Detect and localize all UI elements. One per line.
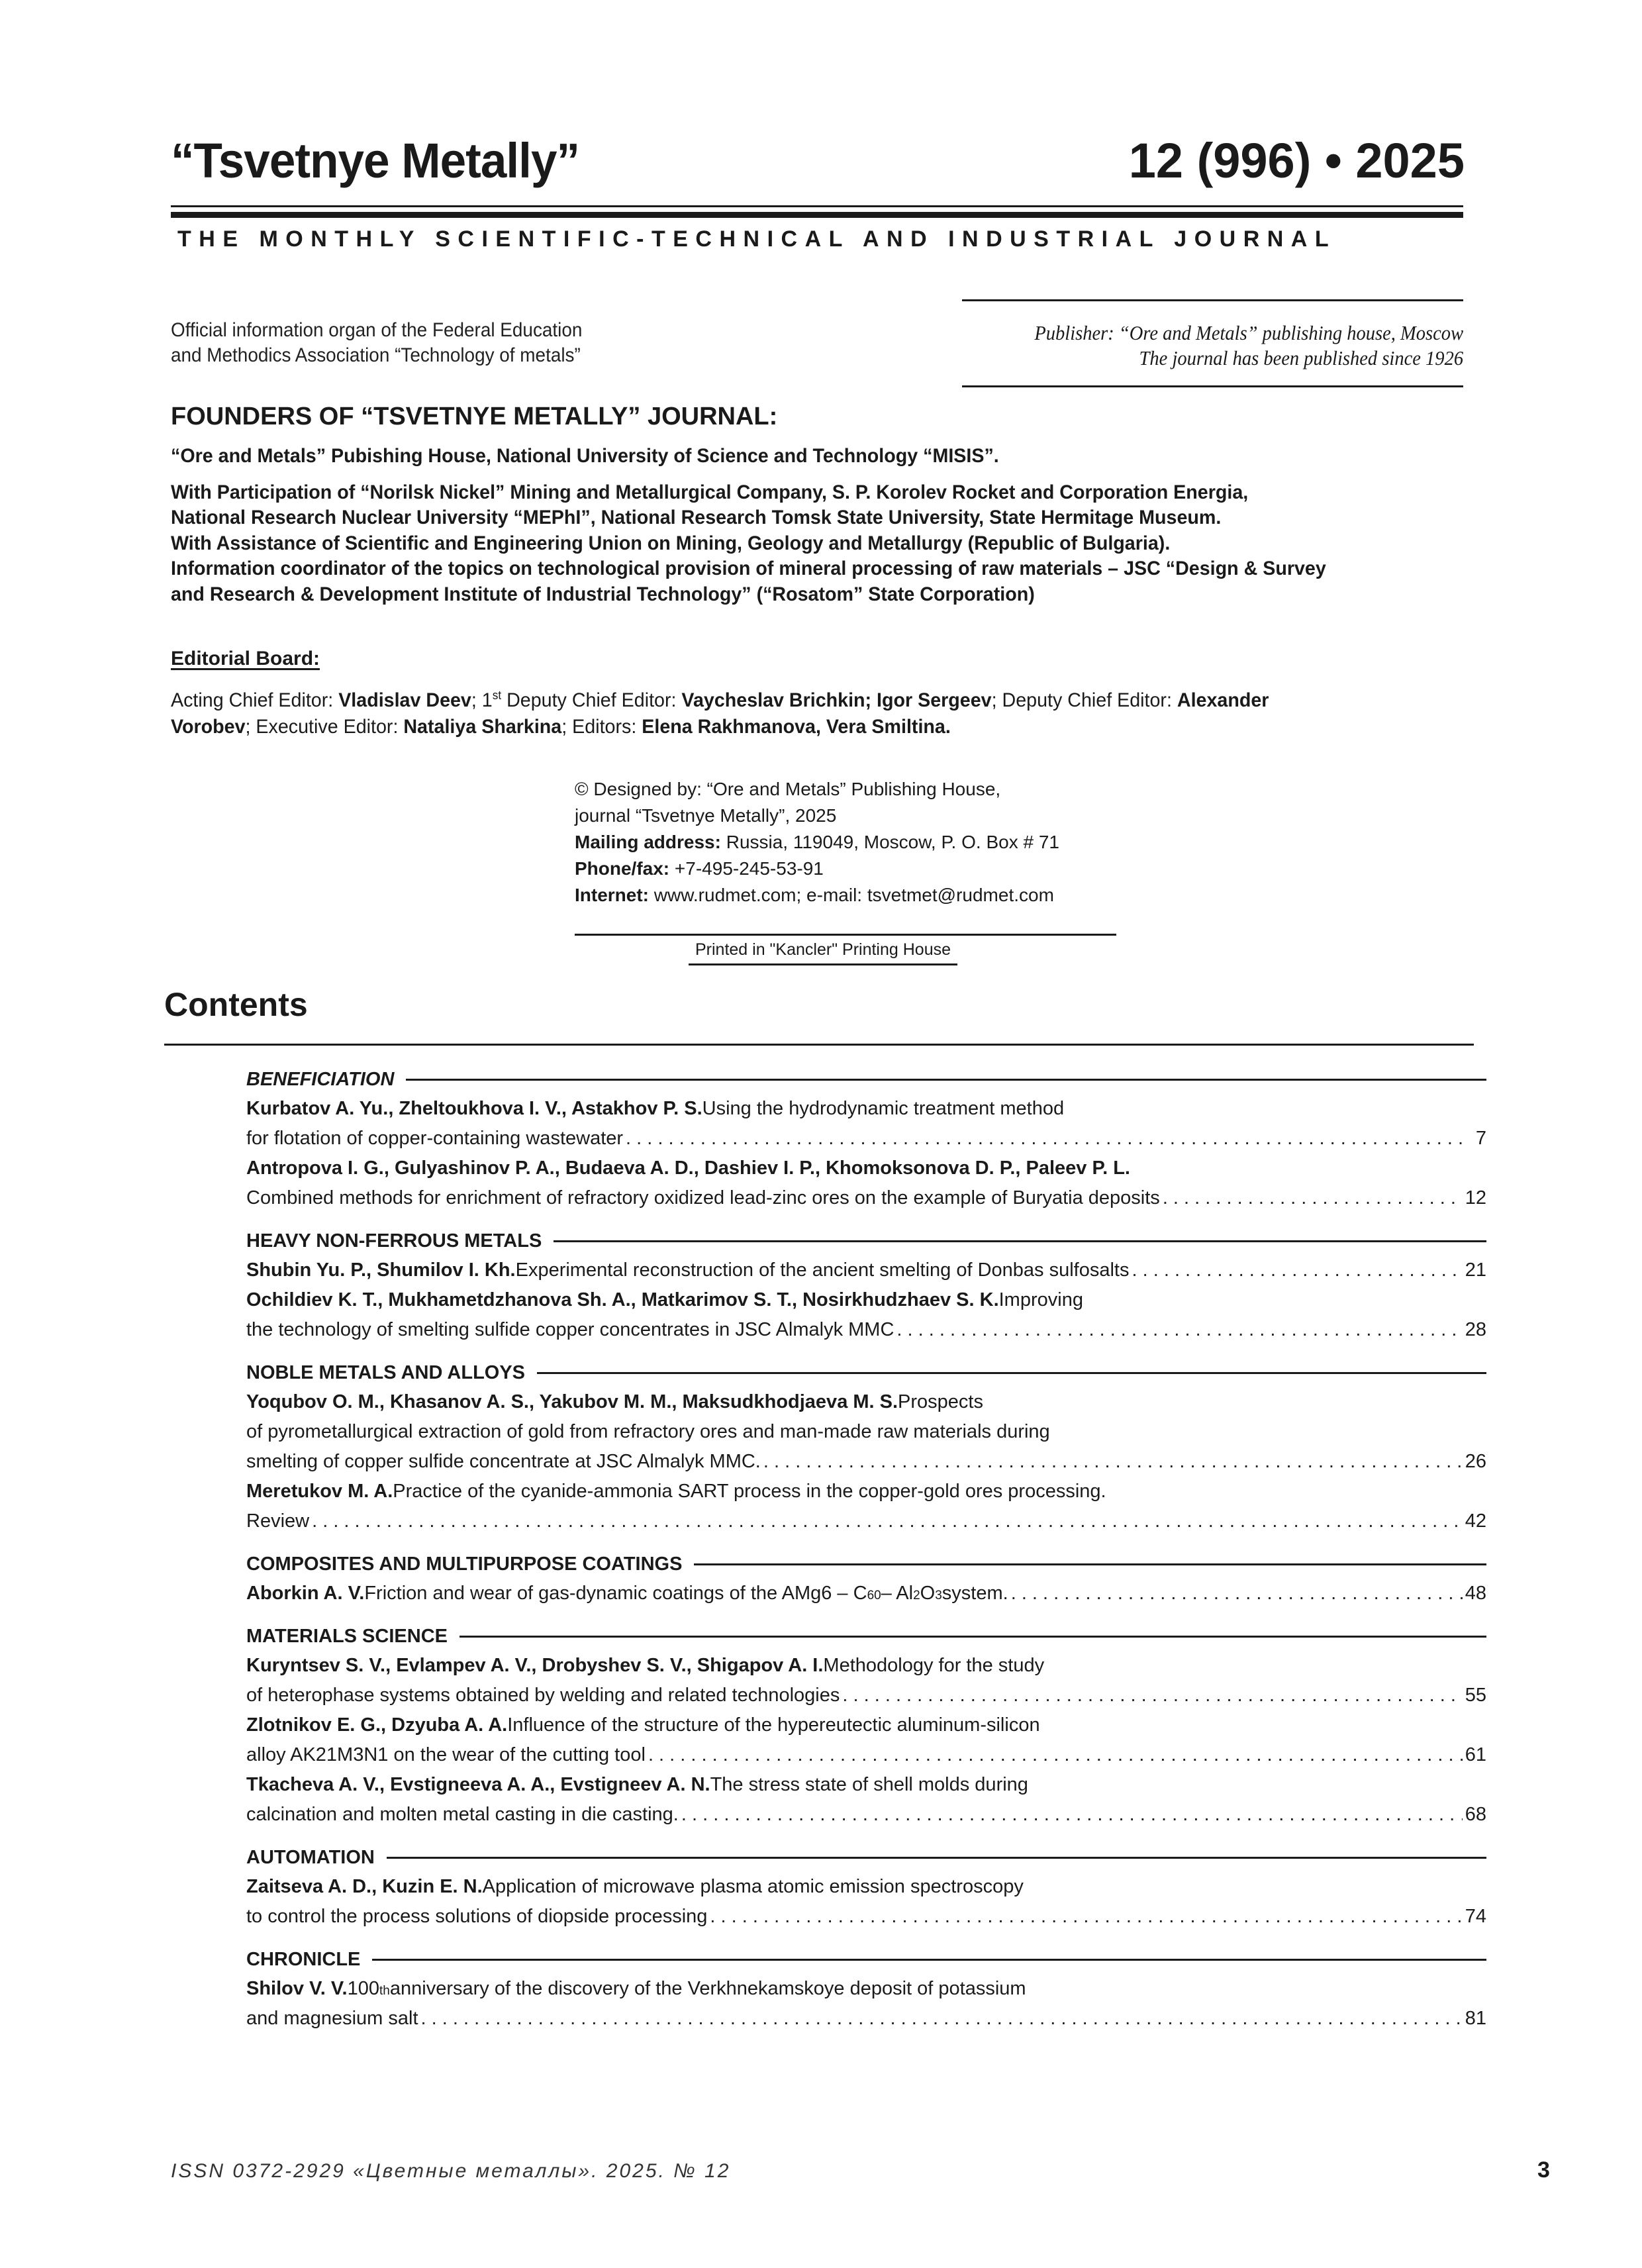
dot-leader [763, 1447, 1463, 1477]
article-title: Improving [998, 1289, 1083, 1310]
toc-section-title: HEAVY NON-FERROUS METALS [246, 1230, 542, 1252]
editor-name: Alexander [1177, 689, 1269, 711]
article-authors: Shilov V. V. [246, 1978, 348, 1999]
toc-section-header [246, 1622, 1486, 1651]
internet-label: Internet: [575, 885, 649, 905]
toc-entry-line [246, 1285, 1486, 1315]
editor-role: Executive Editor: [256, 716, 404, 738]
section-rule [537, 1372, 1486, 1374]
toc-entry-line [246, 1417, 1486, 1447]
article-title: and magnesium salt [246, 2008, 418, 2029]
dot-leader [312, 1506, 1463, 1536]
article-authors: Kurbatov A. Yu., Zheltoukhova I. V., Astakhov P. S. [246, 1098, 702, 1119]
toc-entry-line [246, 1651, 1486, 1681]
official-info-line: and Methodics Association “Technology of metals” [171, 344, 581, 366]
section-rule [372, 1959, 1486, 1961]
toc-entry-line[interactable] [246, 1124, 1486, 1154]
separator: ; [245, 716, 256, 738]
section-rule [459, 1636, 1486, 1638]
toc-section-chronicle [246, 1945, 1486, 2034]
article-title: anniversary of the discovery of the Verkhnekamskoye deposit of potassium [389, 1978, 1026, 1999]
article-title: system. [942, 1583, 1008, 1604]
contents-heading: Contents [164, 986, 308, 1023]
article-title: the technology of smelting sulfide copper concentrates in JSC Almalyk MMC [246, 1319, 894, 1340]
article-page: 68 [1465, 1804, 1486, 1825]
toc-section-heavy-non-ferrous-metals [246, 1226, 1486, 1345]
dot-leader [421, 2004, 1463, 2034]
editorial-line [171, 714, 1442, 740]
article-page: 55 [1465, 1685, 1486, 1706]
mailing-address [575, 829, 1059, 856]
toc-entry-line [246, 1872, 1486, 1902]
founders-line: With Assistance of Scientific and Engineering Union on Mining, Geology and Metallurgy (Republic of Bulgaria). [171, 532, 1171, 554]
article-page: 21 [1465, 1259, 1486, 1281]
article-authors: Aborkin A. V. [246, 1583, 365, 1604]
toc-section-title: BENEFICIATION [246, 1068, 395, 1090]
toc-entry-line [246, 1094, 1486, 1124]
article-title: to control the process solutions of diopside processing [246, 1906, 708, 1927]
article-title: of pyrometallurgical extraction of gold from refractory ores and man-made raw materials during [246, 1421, 1050, 1442]
founders-line: “Ore and Metals” Pubishing House, National University of Science and Technology “MISIS”. [171, 445, 999, 467]
editor-role: Deputy Chief Editor: [501, 689, 682, 711]
contents-rule [164, 1044, 1474, 1046]
article-page: 48 [1465, 1583, 1486, 1604]
toc-entry-line[interactable] [246, 1256, 1486, 1285]
founders-line: and Research & Development Institute of Industrial Technology” (“Rosatom” State Corporation) [171, 583, 1035, 605]
article-page: 7 [1475, 1128, 1486, 1149]
publisher-rule-bottom [962, 385, 1463, 387]
article-title: Friction and wear of gas-dynamic coatings of the AMg6 – C [364, 1583, 867, 1604]
toc-section-header [246, 1358, 1486, 1387]
dot-leader [842, 1681, 1462, 1710]
editor-role: Editors: [572, 716, 642, 738]
editor-name: Vaycheslav Brichkin; Igor Sergeev [681, 689, 992, 711]
article-title: Experimental reconstruction of the ancient smelting of Donbas sulfosalts [515, 1259, 1130, 1281]
toc-section-composites-and-multipurpose-coatings [246, 1550, 1486, 1608]
toc-entry-line[interactable] [246, 1183, 1486, 1213]
imprint-block [575, 776, 1059, 909]
article-title: alloy AK21M3N1 on the wear of the cutting tool [246, 1744, 646, 1765]
article-title: Combined methods for enrichment of refractory oxidized lead-zinc ores on the example of Buryatia deposits [246, 1187, 1160, 1208]
article-authors: Ochildiev K. T., Mukhametdzhanova Sh. A., Matkarimov S. T., Nosirkhudzhaev S. K. [246, 1289, 999, 1310]
toc-section-header [246, 1065, 1486, 1094]
toc-entry-line [246, 1770, 1486, 1800]
founders-heading: FOUNDERS OF “TSVETNYE METALLY” JOURNAL: [171, 403, 778, 430]
article-title: Prospects [898, 1391, 983, 1412]
article-title: O [920, 1583, 936, 1604]
article-authors: Zaitseva A. D., Kuzin E. N. [246, 1876, 483, 1897]
mailing-address-value: Russia, 119049, Moscow, P. O. Box # 71 [720, 832, 1059, 852]
designed-by-line: © Designed by: “Ore and Metals” Publishing House, [575, 779, 1001, 799]
founders-body [171, 444, 1508, 607]
article-page: 81 [1465, 2008, 1486, 2029]
article-authors: Tkacheva A. V., Evstigneeva A. A., Evstigneev A. N. [246, 1774, 710, 1795]
official-info [171, 318, 582, 368]
dot-leader [1163, 1183, 1463, 1213]
dot-leader [648, 1740, 1463, 1770]
ordinal-suffix: st [492, 689, 502, 702]
article-authors: Meretukov M. A. [246, 1481, 393, 1502]
official-info-line: Official information organ of the Federal Education [171, 319, 583, 341]
table-of-contents [246, 1065, 1486, 2047]
designed-by-line: journal “Tsvetnye Metally”, 2025 [575, 805, 837, 826]
section-rule [387, 1857, 1486, 1859]
toc-entry-line[interactable] [246, 1447, 1486, 1477]
article-title: of heterophase systems obtained by welding and related technologies [246, 1685, 840, 1706]
toc-entry-line[interactable] [246, 1681, 1486, 1710]
publisher-line: Publisher: “Ore and Metals” publishing house, Moscow [1034, 321, 1463, 344]
article-title: calcination and molten metal casting in die casting. [246, 1804, 679, 1825]
internet [575, 882, 1059, 909]
separator: ; [991, 689, 1002, 711]
phone-fax-label: Phone/fax: [575, 858, 670, 879]
dot-leader [710, 1902, 1462, 1932]
toc-section-header [246, 1945, 1486, 1974]
toc-entry-line [246, 1387, 1486, 1417]
article-page: 26 [1465, 1451, 1486, 1472]
header-rule-thick [171, 212, 1463, 218]
toc-entry-line [246, 1477, 1486, 1506]
article-title: Application of microwave plasma atomic emission spectroscopy [482, 1876, 1024, 1897]
article-title: Using the hydrodynamic treatment method [702, 1098, 1065, 1119]
toc-section-beneficiation [246, 1065, 1486, 1213]
article-title: Practice of the cyanide-ammonia SART process in the copper-gold ores processing. [393, 1481, 1106, 1502]
editorial-board-body [171, 682, 1502, 740]
printed-in: Printed in "Kancler" Printing House [689, 940, 957, 965]
editor-role: Acting Chief Editor: [171, 689, 339, 711]
founders-line: Information coordinator of the topics on technological provision of mineral processing of raw materials – JSC “Design & Survey [171, 558, 1326, 579]
article-title: Review [246, 1510, 310, 1532]
article-page: 42 [1465, 1510, 1486, 1532]
mailing-address-label: Mailing address: [575, 832, 721, 852]
toc-section-title: COMPOSITES AND MULTIPURPOSE COATINGS [246, 1553, 683, 1575]
issue-number: 12 (996) • 2025 [1128, 133, 1465, 188]
editor-name: Nataliya Sharkina [403, 716, 562, 738]
toc-entry-line: Shilov V. V. 100 th anniversary of the discovery of the Verkhnekamskoye deposit of potassium [246, 1974, 1486, 2004]
toc-entry-line[interactable] [246, 1740, 1486, 1770]
dot-leader [681, 1800, 1463, 1830]
toc-section-automation [246, 1843, 1486, 1932]
toc-entry-line[interactable] [246, 1902, 1486, 1932]
article-page: 61 [1465, 1744, 1486, 1765]
section-rule [406, 1079, 1486, 1081]
article-page: 74 [1465, 1906, 1486, 1927]
header-rule-thin [171, 205, 1463, 207]
dot-leader [896, 1315, 1462, 1345]
article-title: Methodology for the study [823, 1655, 1045, 1676]
article-authors: Antropova I. G., Gulyashinov P. A., Budaeva A. D., Dashiev I. P., Khomoksonova D. P., Paleev P. L. [246, 1158, 1130, 1179]
section-rule [694, 1563, 1486, 1565]
imprint-rule [575, 934, 1116, 936]
section-rule [554, 1240, 1486, 1242]
publisher-line: The journal has been published since 1926 [1139, 346, 1463, 370]
footer-issn: ISSN 0372-2929 «Цветные металлы». 2025. № 12 [171, 2160, 731, 2182]
separator: ; 1 [471, 689, 493, 711]
article-title: for flotation of copper-containing wastewater [246, 1128, 624, 1149]
phone-fax-value: +7-495-245-53-91 [669, 858, 824, 879]
editorial-line [171, 682, 1442, 714]
toc-section-header [246, 1843, 1486, 1872]
article-page: 12 [1465, 1187, 1486, 1208]
dot-leader [1132, 1256, 1462, 1285]
internet-value: www.rudmet.com; e-mail: tsvetmet@rudmet.com [649, 885, 1054, 905]
article-authors: Yoqubov O. M., Khasanov A. S., Yakubov M. M., Maksudkhodjaeva M. S. [246, 1391, 898, 1412]
toc-section-materials-science [246, 1622, 1486, 1830]
toc-entry-line[interactable] [246, 2004, 1486, 2034]
separator: ; [561, 716, 573, 738]
dot-leader [626, 1124, 1464, 1154]
article-title: smelting of copper sulfide concentrate at JSC Almalyk MMC. [246, 1451, 761, 1472]
article-title: Influence of the structure of the hypereutectic aluminum-silicon [507, 1714, 1040, 1736]
toc-entry-line[interactable] [246, 1506, 1486, 1536]
toc-entry-line[interactable] [246, 1800, 1486, 1830]
editor-name: Elena Rakhmanova, Vera Smiltina. [642, 716, 951, 738]
article-authors: Zlotnikov E. G., Dzyuba A. A. [246, 1714, 508, 1736]
phone-fax [575, 856, 1059, 882]
article-title: The stress state of shell molds during [710, 1774, 1028, 1795]
toc-section-header [246, 1226, 1486, 1256]
toc-section-header [246, 1550, 1486, 1579]
dot-leader [1011, 1579, 1463, 1608]
journal-title: “Tsvetnye Metally” [171, 133, 580, 188]
toc-entry-line[interactable] [246, 1315, 1486, 1345]
toc-entry-line [246, 1154, 1486, 1183]
editor-name: Vladislav Deev [338, 689, 471, 711]
article-title: 100 [347, 1978, 379, 1999]
founders-line: With Participation of “Norilsk Nickel” Mining and Metallurgical Company, S. P. Korolev Rocket and Corporation Energia, [171, 481, 1249, 503]
page-number: 3 [1537, 2157, 1550, 2183]
toc-entry-line [246, 1710, 1486, 1740]
publisher-block [1034, 320, 1463, 371]
toc-section-title: NOBLE METALS AND ALLOYS [246, 1361, 526, 1383]
article-page: 28 [1465, 1319, 1486, 1340]
article-title: – Al [881, 1583, 914, 1604]
editor-role: Deputy Chief Editor: [1002, 689, 1177, 711]
toc-section-title: AUTOMATION [246, 1846, 375, 1868]
journal-tagline: THE MONTHLY SCIENTIFIC-TECHNICAL AND INDUSTRIAL JOURNAL [177, 226, 1337, 252]
toc-section-title: CHRONICLE [246, 1948, 361, 1970]
article-authors: Kuryntsev S. V., Evlampev A. V., Drobyshev S. V., Shigapov A. I. [246, 1655, 824, 1676]
toc-entry-line[interactable]: Aborkin A. V. Friction and wear of gas-dynamic coatings of the AMg6 – C 60 – Al 2 O 3 system. . . . 48 [246, 1579, 1486, 1608]
toc-section-noble-metals-and-alloys [246, 1358, 1486, 1536]
founders-line: National Research Nuclear University “MEPhI”, National Research Tomsk State University, State Hermitage Museum. [171, 507, 1222, 528]
editor-name: Vorobev [171, 716, 246, 738]
toc-section-title: MATERIALS SCIENCE [246, 1625, 448, 1647]
editorial-board-heading: Editorial Board: [171, 648, 320, 669]
publisher-rule-top [962, 299, 1463, 301]
article-authors: Shubin Yu. P., Shumilov I. Kh. [246, 1259, 516, 1281]
